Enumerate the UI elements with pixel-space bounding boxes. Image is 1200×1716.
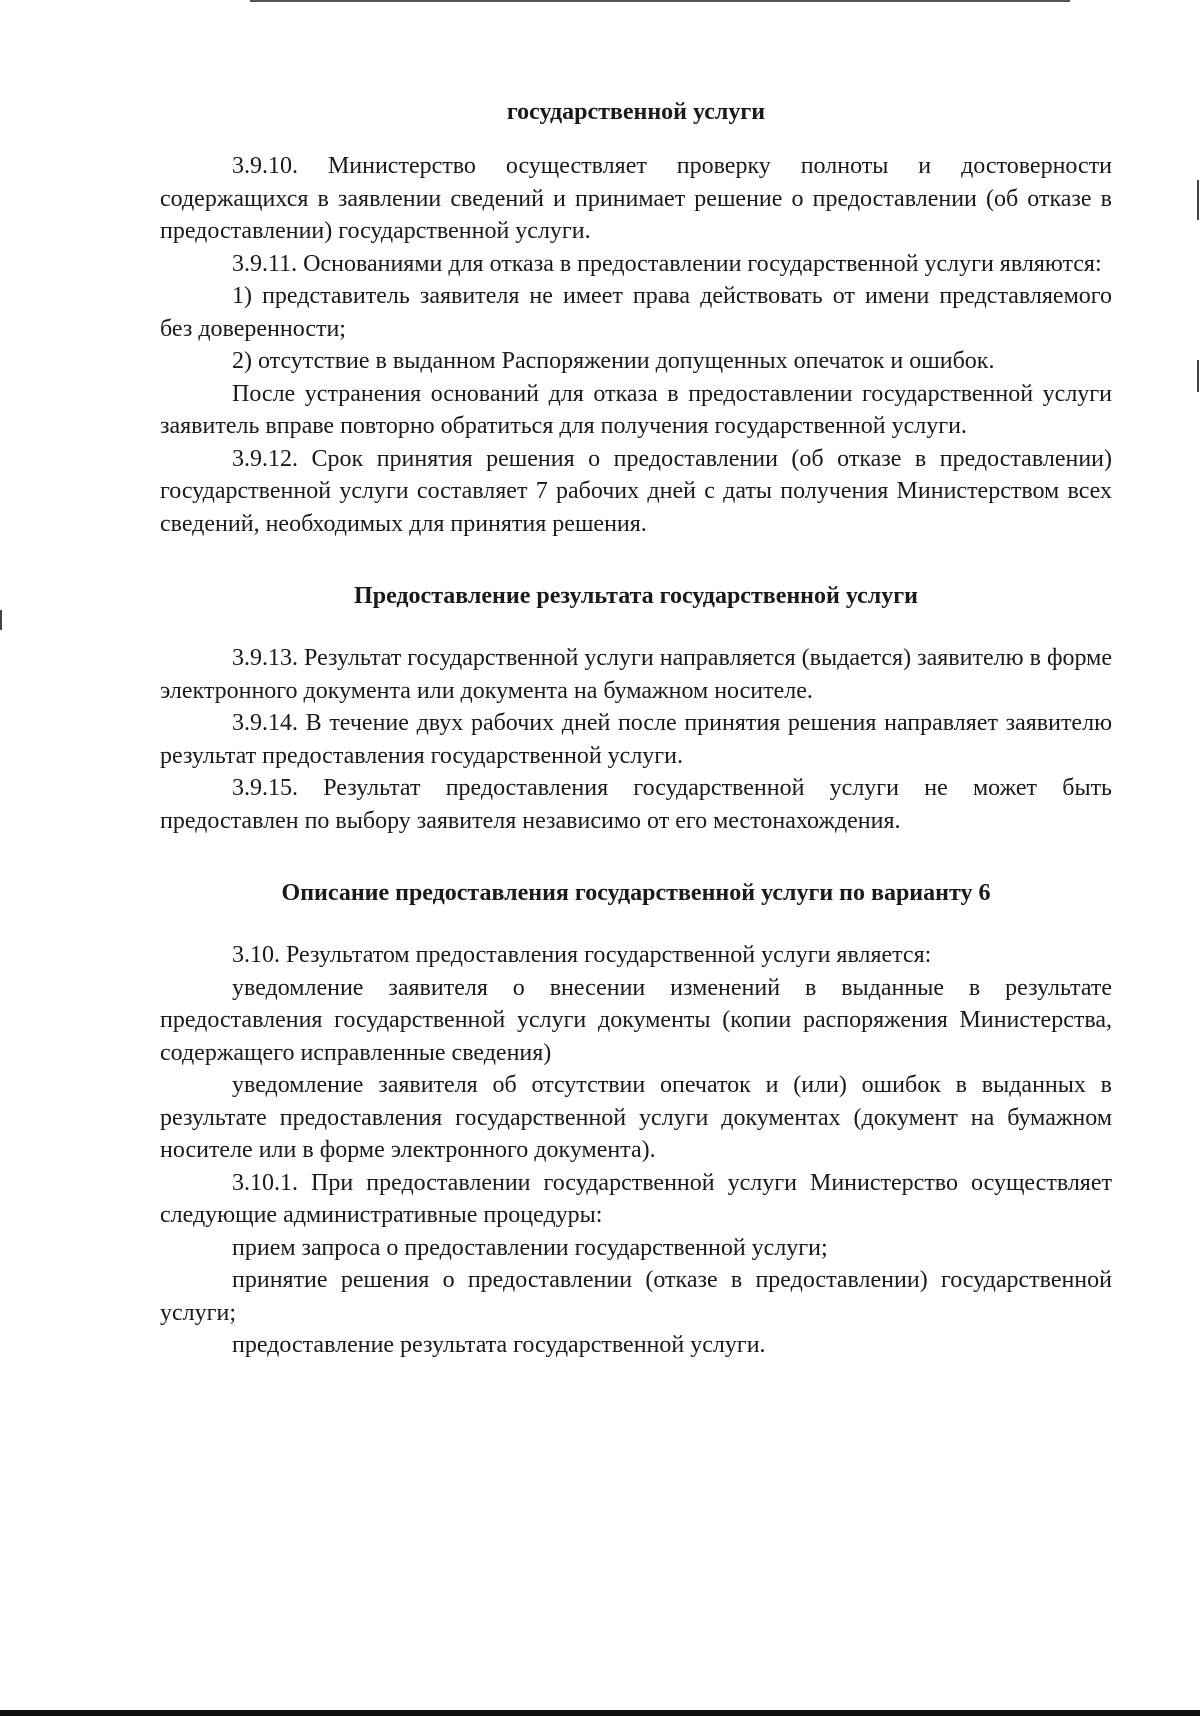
heading-result-provision: Предоставление результата государственной услуги — [354, 583, 918, 609]
paragraph-3-9-14: 3.9.14. В течение двух рабочих дней после принятия решения направляет заявителю результат предоставления государственной услуги. — [160, 710, 1112, 769]
scan-edge-bottom — [0, 1710, 1200, 1716]
paragraph-3-10: 3.10. Результатом предоставления государственной услуги является: — [232, 942, 932, 968]
scan-mark — [1197, 360, 1199, 392]
scan-mark — [0, 610, 2, 630]
list-item-1: 1) представитель заявителя не имеет права действовать от имени представляемого без доверенности; — [160, 283, 1112, 342]
document-page — [160, 96, 1112, 1362]
scan-mark — [1197, 180, 1199, 220]
procedure-item-1: прием запроса о предоставлении государственной услуги; — [232, 1234, 828, 1261]
list-item-2: 2) отсутствие в выданном Распоряжении допущенных опечаток и ошибок. — [232, 348, 995, 374]
paragraph-3-9-15: 3.9.15. Результат предоставления государственной услуги не может быть предоставлен по выбору заявителя независимо от его местонахождения. — [160, 775, 1112, 834]
paragraph-3-9-13: 3.9.13. Результат государственной услуги направляется (выдается) заявителю в форме электронного документа или документа на бумажном носителе. — [160, 645, 1112, 704]
paragraph-3-9-10: 3.9.10. Министерство осуществляет проверку полноты и достоверности содержащихся в заявлении сведений и принимает решение о предоставлении (об отказе в предоставлении) государственной услуги. — [160, 153, 1112, 244]
paragraph-notice-no-errors: уведомление заявителя об отсутствии опечаток и (или) ошибок в выданных в результате предоставления государственной услуги документах (документ на бумажном носителе или в форме электронного документа). — [160, 1072, 1112, 1163]
heading-top: государственной услуги — [506, 99, 766, 125]
paragraph-3-10-1: 3.10.1. При предоставлении государственной услуги Министерство осуществляет следующие административные процедуры: — [160, 1169, 1112, 1228]
paragraph-notice-changes: уведомление заявителя о внесении изменений в выданные в результате предоставления государственной услуги документы (копии распоряжения Министерства, содержащего исправленные сведения) — [160, 974, 1112, 1066]
scan-edge-top — [250, 0, 1070, 2]
procedure-item-2: принятие решения о предоставлении (отказе в предоставлении) государственной услуги; — [160, 1267, 1112, 1326]
procedure-item-3: предоставление результата государственной услуги. — [232, 1332, 766, 1358]
paragraph-3-9-11: 3.9.11. Основаниями для отказа в предоставлении государственной услуги являются: — [232, 250, 1102, 277]
heading-variant-6: Описание предоставления государственной услуги по варианту 6 — [281, 880, 991, 906]
paragraph-after-removal: После устранения оснований для отказа в предоставлении государственной услуги заявитель вправе повторно обратиться для получения государственной услуги. — [160, 380, 1112, 439]
block-1 — [160, 150, 1112, 540]
block-2 — [160, 642, 1112, 837]
block-3 — [160, 939, 1112, 1362]
paragraph-3-9-12: 3.9.12. Срок принятия решения о предоставлении (об отказе в предоставлении) государственной услуги составляет 7 рабочих дней с даты получения Министерством всех сведений, необходимых для принятия решения. — [160, 445, 1112, 537]
